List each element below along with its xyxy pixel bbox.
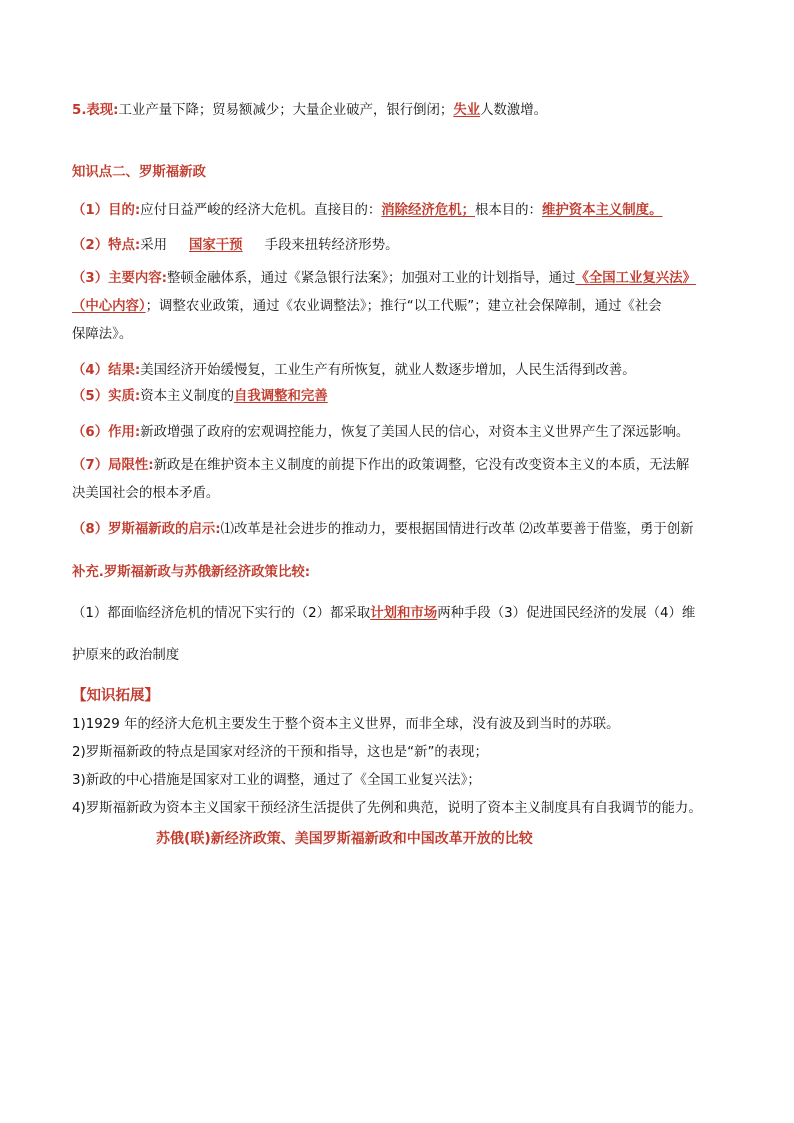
extension-item-1: 1)1929 年的经济大危机主要发生于整个资本主义世界，而非全球，没有波及到当时的苏联。 [72,717,620,732]
supplement-title [72,564,310,582]
point5-highlight: 失业 [453,103,481,118]
goal-text-a: 应付日益严峻的经济大危机。直接目的： [140,203,382,218]
comparison-table-title: 苏俄(联)新经济政策、美国罗斯福新政和中国改革开放的比较 [156,831,533,847]
content-text-b: ；调整农业政策，通过《农业调整法》；推行“以工代赈”；建立社会保障制，通过《社会 [145,299,662,314]
supplement-text-a: （1）都面临经济危机的情况下实行的（2）都采取 [72,606,371,621]
content-highlight-1: 《全国工业复兴法》 [575,271,696,286]
feature-label: （2）特点: [72,238,141,253]
lesson-line [72,521,694,539]
feature-highlight [167,238,265,253]
effect-text: 新政增强了政府的宏观调控能力，恢复了美国人民的信心，对资本主义世界产生了深远影响。 [140,425,690,440]
goal-line [72,202,662,220]
feature-line [72,237,398,255]
essence-line [72,388,328,406]
effect-line [72,424,689,442]
supplement-title-text: 补充.罗斯福新政与苏俄新经济政策比较: [72,565,311,580]
essence-text-a: 资本主义制度的 [140,389,234,404]
feature-text-a: 采用 [140,238,168,253]
content-line-1 [72,270,696,288]
point5-line [72,102,547,120]
point5-text-b: 人数激增。 [480,103,548,118]
goal-highlight-1: 消除经济危机； [381,203,475,218]
extension-item-3: 3)新政的中心措施是国家对工业的调整，通过了《全国工业复兴法》； [72,773,481,788]
supplement-line-2: 护原来的政治制度 [72,648,180,663]
content-label: （3）主要内容: [72,271,168,286]
supplement-highlight: 计划和市场 [370,606,438,621]
lesson-text: ⑴改革是社会进步的推动力，要根据国情进行改革 ⑵改革要善于借鉴，勇于创新 [220,522,694,537]
extension-item-2: 2)罗斯福新政的特点是国家对经济的干预和指导，这也是“新”的表现； [72,745,488,760]
goal-text-b: 根本目的： [475,203,542,218]
limit-text-a: 新政是在维护资本主义制度的前提下作出的政策调整，它没有改变资本主义的本质，无法解 [153,458,690,473]
result-line [72,362,636,380]
limit-line-1 [72,457,689,475]
goal-highlight-2: 维护资本主义制度。 [541,203,663,218]
result-text: 美国经济开始缓慢复，工业生产有所恢复，就业人数逐步增加，人民生活得到改善。 [140,363,636,378]
feature-highlight-text: 国家干预 [189,238,243,253]
supplement-text-b: 两种手段（3）促进国民经济的发展（4）维 [437,606,696,621]
essence-label: （5）实质: [72,389,141,404]
content-line-3: 保障法》。 [72,327,133,342]
section2-title: 知识点二、罗斯福新政 [72,165,206,180]
result-label: （4）结果: [72,363,141,378]
feature-text-b: 手段来扭转经济形势。 [264,238,399,253]
content-line-2 [72,298,662,316]
content-text-a: 整顿金融体系，通过《紧急银行法案》；加强对工业的计划指导，通过 [167,271,576,286]
content-highlight-2: （中心内容） [72,299,146,314]
goal-label: （1）目的: [72,203,141,218]
point5-label: 5.表现: [72,103,119,118]
supplement-line-1 [72,605,695,623]
point5-text-a: 工业产量下降；贸易额减少；大量企业破产，银行倒闭； [118,103,454,118]
essence-highlight: 自我调整和完善 [233,389,328,404]
limit-line-2: 决美国社会的根本矛盾。 [72,486,220,501]
extension-item-4: 4)罗斯福新政为资本主义国家干预经济生活提供了先例和典范，说明了资本主义制度具有自我调节的能力。 [72,801,702,816]
effect-label: （6）作用: [72,425,141,440]
extension-title: 【知识拓展】 [72,688,159,704]
limit-label: （7）局限性: [72,458,154,473]
lesson-label: （8）罗斯福新政的启示: [72,522,221,537]
